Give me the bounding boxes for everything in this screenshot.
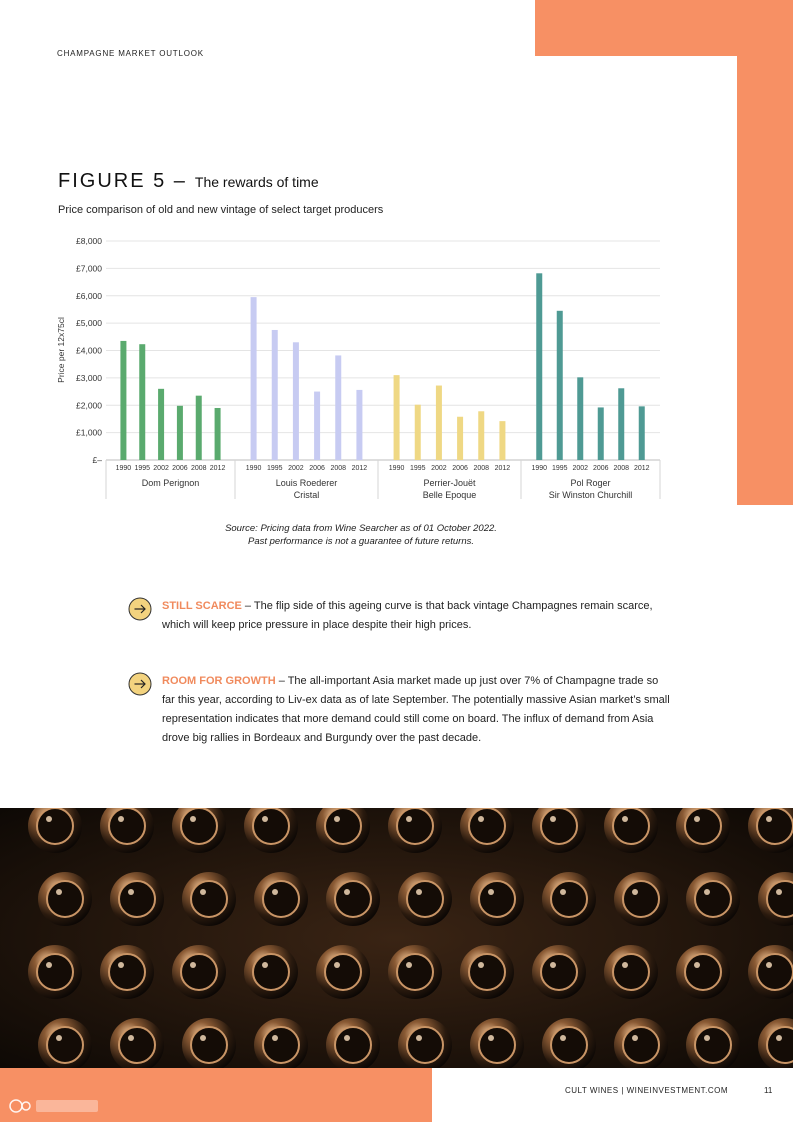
bar [499,421,505,460]
bottle-cap [335,881,371,917]
group-label: Perrier-Jouët [423,478,476,488]
x-tick-label: 1990 [115,465,132,472]
bottle-highlight [622,962,628,968]
bottle-cap [109,954,145,990]
bottle-cap [685,808,721,844]
x-tick-label: 1995 [551,465,568,472]
group-label: Dom Perignon [141,478,200,488]
bottle-cap [47,1027,83,1063]
bottle-cap [551,1027,587,1063]
x-tick-label: 2002 [153,465,169,472]
bottle-cap [695,1027,731,1063]
bottle-highlight [344,1035,350,1041]
x-tick-label: 2012 [494,465,511,472]
bar [356,390,362,460]
y-axis-label: Price per 12x75cl [56,317,66,383]
bullet-text: – The flip side of this ageing curve is that back vintage Champagnes remain scarce, which will keep price pressure in place despite their high prices. [162,600,653,631]
bottle-highlight [766,962,772,968]
y-tick-label: £1,000 [76,427,102,438]
bottle-cap [181,954,217,990]
bar [598,407,604,460]
champagne-bottles-photo [0,808,793,1068]
x-tick-label: 2008 [330,465,347,472]
bar [196,396,202,460]
bottle-highlight [190,962,196,968]
bottle-cap [47,881,83,917]
bottle-cap [109,808,145,844]
bottle-highlight [334,962,340,968]
bottle-cap [613,808,649,844]
bar [478,411,484,460]
bottle-highlight [416,1035,422,1041]
bottle-cap [119,881,155,917]
bottle-cap [613,954,649,990]
bottle-cap [119,1027,155,1063]
figure-description: Price comparison of old and new vintage of select target producers [58,204,384,216]
bottle-highlight [550,816,556,822]
bar [272,330,278,460]
bottle-highlight [704,889,710,895]
bottle-highlight [622,816,628,822]
bar [557,311,563,460]
bottle-highlight [128,1035,134,1041]
y-tick-label: £3,000 [76,372,102,383]
bullet-keyword: STILL SCARCE [162,600,242,612]
bottle-cap [685,954,721,990]
group-label: Pol Roger [570,478,611,488]
y-tick-label: £4,000 [76,345,102,356]
x-tick-label: 1990 [531,465,548,472]
bottle-highlight [344,889,350,895]
bottle-highlight [560,1035,566,1041]
bullet-text: – The all-important Asia market made up just over 7% of Champagne trade so far this year, according to Liv-ex data as of late September. The potentially massive Asian market’s small representation indicates that more demand could still come on board. The influx of demand from Asia drove big rallies in Bordeaux and Burgundy over the past decade. [162,675,670,744]
bottle-highlight [632,889,638,895]
x-tick-label: 1990 [388,465,405,472]
x-tick-label: 2006 [172,465,188,472]
bottle-highlight [704,1035,710,1041]
bottle-highlight [416,889,422,895]
x-tick-label: 1995 [409,465,426,472]
bottle-cap [757,808,793,844]
bottle-cap [757,954,793,990]
bottle-highlight [776,889,782,895]
bottle-highlight [262,962,268,968]
bottle-cap [191,881,227,917]
group-label: Belle Epoque [422,490,477,500]
bar [618,388,624,460]
bottle-highlight [478,962,484,968]
bar [251,297,257,460]
x-tick-label: 2002 [572,465,589,472]
bar [335,355,341,460]
y-tick-label: £8,000 [76,236,102,246]
watermark-logo [8,1095,108,1117]
bottle-cap [551,881,587,917]
x-tick-label: 2012 [209,465,226,472]
x-tick-label: 2002 [431,465,447,472]
bottle-cap [407,881,443,917]
bottle-highlight [118,816,124,822]
page-number: 11 [764,1086,773,1095]
x-tick-label: 2012 [351,465,368,472]
bottle-cap [397,954,433,990]
y-tick-label: £5,000 [76,318,102,329]
bottle-highlight [272,1035,278,1041]
bar [415,405,421,460]
x-tick-label: 1995 [266,465,283,472]
bar [139,344,145,460]
bottle-cap [37,954,73,990]
arrow-right-icon [128,597,152,621]
bottle-cap [325,954,361,990]
bar [577,377,583,460]
y-tick-label: £6,000 [76,290,102,301]
bottle-highlight [190,816,196,822]
bottle-cap [541,954,577,990]
bottle-highlight [200,1035,206,1041]
bottle-highlight [272,889,278,895]
bottle-cap [541,808,577,844]
bottle-highlight [46,816,52,822]
bottle-highlight [694,962,700,968]
bar [293,342,299,460]
bottle-cap [469,954,505,990]
bottle-cap [695,881,731,917]
arrow-right-icon [128,672,152,696]
bottle-highlight [632,1035,638,1041]
bottle-highlight [334,816,340,822]
bullet-room-for-growth [128,672,673,748]
x-tick-label: 2006 [452,465,468,472]
bar [536,273,542,460]
figure-number: FIGURE 5 – [58,170,187,192]
figure-title: The rewards of time [194,174,319,190]
bottle-highlight [694,816,700,822]
chart-source-note [0,522,722,548]
source-line-2: Past performance is not a guarantee of future returns. [247,536,474,547]
bottle-cap [37,808,73,844]
bottle-cap [469,808,505,844]
bar [158,389,164,460]
bottle-cap [623,1027,659,1063]
x-tick-label: 1990 [245,465,262,472]
x-tick-label: 2008 [190,465,207,472]
bottle-cap [181,808,217,844]
bottle-cap [325,808,361,844]
x-tick-label: 1995 [134,465,151,472]
section-header: CHAMPAGNE MARKET OUTLOOK [57,49,204,58]
bottle-highlight [488,1035,494,1041]
bottle-highlight [478,816,484,822]
y-tick-label: £– [92,455,102,465]
bottle-highlight [776,1035,782,1041]
bottle-highlight [488,889,494,895]
group-label: Sir Winston Churchill [548,490,633,500]
bottle-cap [479,1027,515,1063]
bottle-cap [397,808,433,844]
bottle-highlight [406,816,412,822]
bottle-cap [263,1027,299,1063]
bar [639,406,645,460]
x-tick-label: 2002 [288,465,304,472]
bullet-paragraph [128,597,673,635]
bottle-highlight [766,816,772,822]
bottle-highlight [56,1035,62,1041]
bullet-keyword: ROOM FOR GROWTH [162,675,276,687]
bottle-highlight [118,962,124,968]
group-label: Louis Roederer [275,478,338,488]
bottle-highlight [56,889,62,895]
bullet-still-scarce [128,597,673,635]
bottle-highlight [46,962,52,968]
bottle-cap [623,881,659,917]
bottle-cap [253,954,289,990]
bottle-cap [407,1027,443,1063]
bar [457,417,463,460]
y-tick-label: £7,000 [76,263,102,274]
bottle-highlight [560,889,566,895]
bottle-cap [767,881,793,917]
bottle-cap [191,1027,227,1063]
source-line-1: Source: Pricing data from Wine Searcher as of 01 October 2022. [225,523,497,534]
x-tick-label: 2012 [633,465,650,472]
bar-chart [0,0,793,510]
bottle-cap [263,881,299,917]
y-tick-label: £2,000 [76,400,102,411]
bottle-cap [335,1027,371,1063]
x-tick-label: 2006 [592,465,609,472]
bar [314,392,320,460]
group-label: Cristal [293,490,320,500]
x-tick-label: 2006 [309,465,325,472]
bottle-highlight [406,962,412,968]
bottle-highlight [128,889,134,895]
bullet-paragraph [128,672,673,748]
footer-brand: CULT WINES | WINEINVESTMENT.COM [565,1086,729,1095]
x-tick-label: 2008 [613,465,630,472]
bottle-highlight [550,962,556,968]
bar [394,375,400,460]
bottle-highlight [262,816,268,822]
bar [436,386,442,460]
bar [120,341,126,460]
bottle-cap [253,808,289,844]
bar [215,408,221,460]
x-tick-label: 2008 [473,465,490,472]
bottle-cap [767,1027,793,1063]
bottle-cap [479,881,515,917]
bottle-highlight [200,889,206,895]
bar [177,406,183,460]
